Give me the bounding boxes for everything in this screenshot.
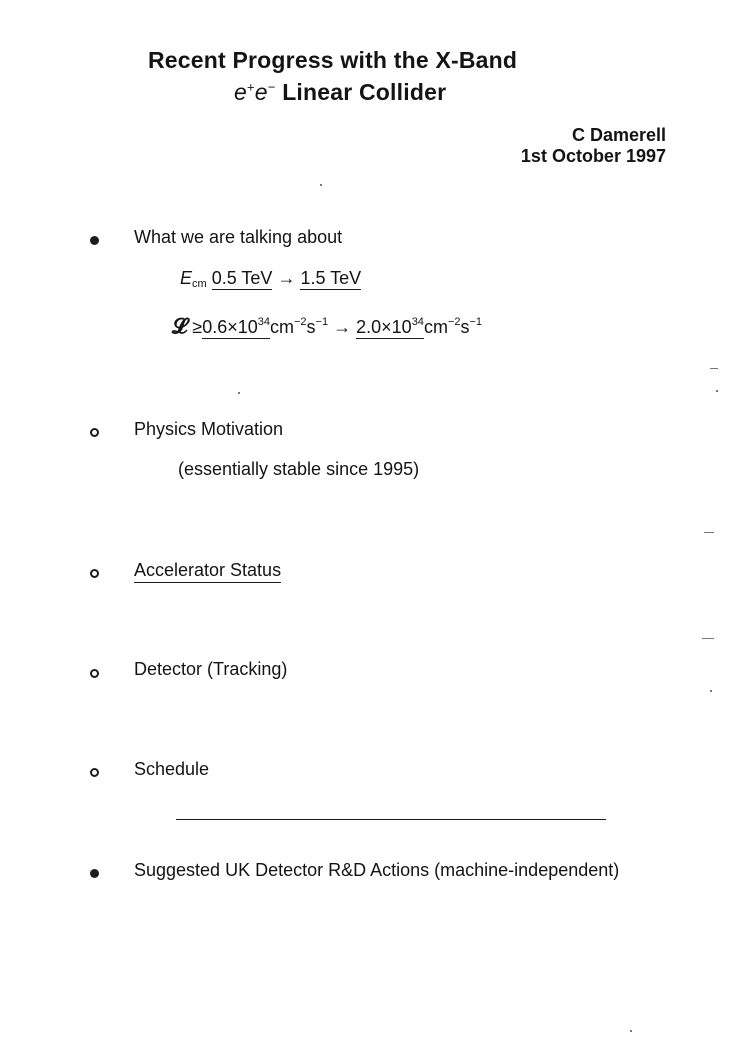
- energy-subscript: cm: [192, 278, 207, 290]
- author-date: 1st October 1997: [520, 146, 666, 166]
- energy-arrow: →: [277, 268, 296, 288]
- item-schedule: Schedule: [134, 759, 210, 779]
- scan-speck: [704, 532, 714, 533]
- scan-speck: [710, 690, 712, 692]
- bullet-icon: [90, 869, 99, 878]
- page-title: Recent Progress with the X-Band: [148, 47, 518, 73]
- bullet-icon: [90, 428, 99, 437]
- energy-formula: [180, 268, 361, 290]
- item-what-we-are-talking-about: What we are talking about: [134, 227, 343, 247]
- page-subtitle: e+e− Linear Collider: [234, 79, 447, 105]
- energy-symbol: E: [180, 268, 193, 288]
- energy-high: 1.5 TeV: [300, 268, 362, 288]
- luminosity-formula: [172, 315, 482, 339]
- separator-line: [176, 819, 606, 820]
- item-physics-motivation: Physics Motivation: [134, 419, 284, 439]
- luminosity-geq: ≥: [192, 317, 203, 337]
- luminosity-arrow: →: [333, 317, 352, 337]
- item-uk-detector-actions: Suggested UK Detector R&D Actions (machine-independent): [134, 860, 620, 880]
- item-accelerator-status: Accelerator Status: [134, 560, 281, 583]
- scan-speck: [630, 1030, 632, 1032]
- scan-speck: [710, 368, 718, 369]
- scan-speck: [702, 638, 714, 639]
- energy-low: 0.5 TeV: [211, 268, 273, 288]
- item-physics-motivation-note: (essentially stable since 1995): [178, 459, 420, 479]
- bullet-icon: [90, 236, 99, 245]
- luminosity-low: $0.6\times 10^{34}$: [202, 316, 270, 337]
- author-name: C Damerell: [571, 125, 666, 145]
- scan-speck: [716, 390, 718, 392]
- bullet-icon: [90, 569, 99, 578]
- item-detector-tracking: Detector (Tracking): [134, 659, 288, 679]
- luminosity-unit-1: $cm^{-2}s^{-1}$: [270, 316, 329, 337]
- bullet-icon: [90, 768, 99, 777]
- bullet-icon: [90, 669, 99, 678]
- luminosity-high: $2.0\times 10^{34}$: [356, 316, 424, 337]
- luminosity-unit-2: $cm^{-2}s^{-1}$: [423, 316, 483, 337]
- luminosity-symbol: 𝓛: [172, 315, 188, 338]
- scan-speck: [238, 392, 240, 394]
- scan-speck: [320, 184, 322, 186]
